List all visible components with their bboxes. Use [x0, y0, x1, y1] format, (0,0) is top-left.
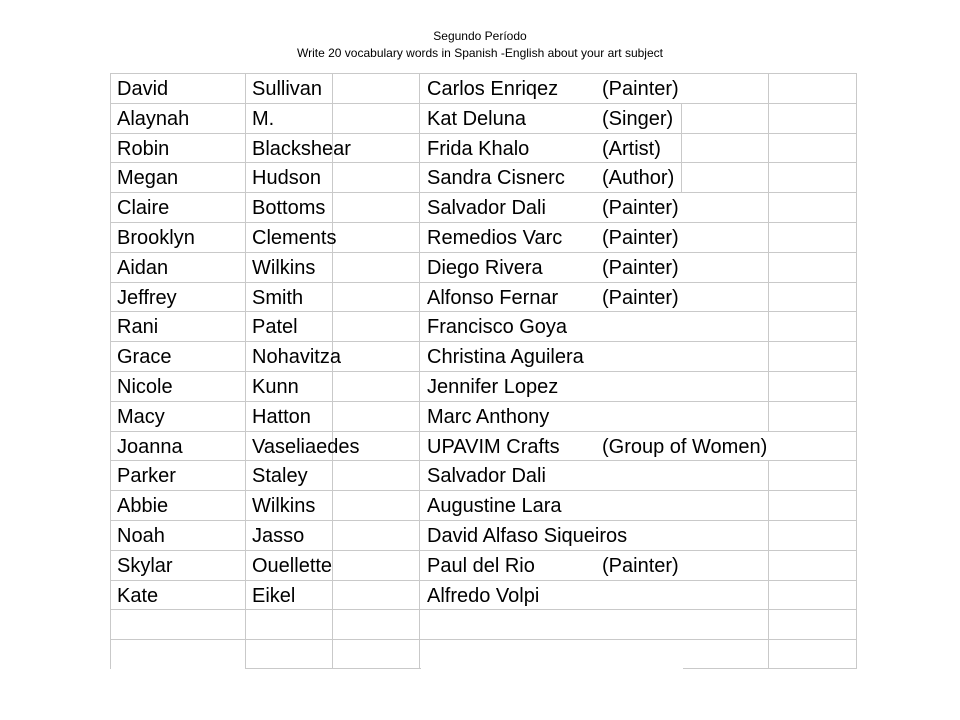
table-row: [110, 371, 857, 401]
student-last-name: M.: [252, 107, 275, 130]
table-row: [110, 311, 857, 341]
student-first-name: Joanna: [111, 432, 245, 461]
table-row: [110, 73, 857, 103]
student-first-name: Noah: [111, 521, 245, 550]
student-first-name: Alaynah: [111, 104, 245, 133]
artist-role: (Singer): [596, 104, 677, 133]
student-last-name: Nohavitza: [252, 346, 341, 369]
student-last-name: Smith: [252, 286, 304, 309]
artist-name: David Alfaso Siqueiros: [421, 521, 683, 550]
student-last-name: [246, 640, 418, 669]
student-first-name: [111, 610, 245, 639]
period-title: Segundo Período: [433, 29, 527, 43]
table-row: [110, 133, 857, 163]
student-artist-table: [110, 73, 857, 669]
student-last-name: Clements: [252, 227, 337, 249]
artist-name: Salvador Dali: [421, 193, 595, 222]
artist-role: (Painter): [596, 223, 683, 252]
assignment-instruction: Write 20 vocabulary words in Spanish -English about your art subject: [297, 46, 663, 60]
student-first-name: Skylar: [111, 551, 245, 580]
artist-name: Augustine Lara: [421, 491, 683, 520]
student-last-name: Sullivan: [252, 78, 323, 100]
student-first-name: Rani: [111, 312, 245, 341]
artist-role: (Artist): [596, 134, 665, 163]
table-row: [110, 609, 857, 639]
student-first-name: Abbie: [111, 491, 245, 520]
table-row: [110, 341, 857, 371]
artist-name: Diego Rivera: [421, 253, 595, 282]
table-row: [110, 639, 857, 669]
artist-name: Alfonso Fernar: [421, 283, 595, 312]
page-header: [0, 28, 960, 62]
student-last-name: Vaseliaedes: [252, 435, 360, 458]
student-last-name: [246, 610, 418, 639]
artist-name: Carlos Enriqez: [421, 74, 595, 103]
artist-name: Remedios Varc: [421, 223, 595, 252]
artist-name: Frida Khalo: [421, 134, 595, 163]
student-last-name: Patel: [252, 316, 298, 339]
artist-name: UPAVIM Crafts: [421, 432, 595, 461]
table-row: [110, 490, 857, 520]
table-row: [110, 520, 857, 550]
artist-name: [421, 610, 683, 639]
artist-name: Jennifer Lopez: [421, 372, 683, 401]
student-last-name: Blackshear: [252, 137, 351, 160]
student-first-name: Grace: [111, 342, 245, 371]
student-first-name: Brooklyn: [111, 223, 245, 252]
artist-name: Alfredo Volpi: [421, 581, 683, 610]
student-last-name: Kunn: [252, 376, 299, 398]
table-row: [110, 103, 857, 133]
table-row: [110, 580, 857, 610]
table-row: [110, 431, 857, 461]
student-first-name: [111, 640, 245, 669]
artist-role: (Author): [596, 163, 678, 192]
student-last-name: Ouellette: [252, 554, 333, 577]
table-row: [110, 460, 857, 490]
artist-name: Kat Deluna: [421, 104, 595, 133]
table-row: [110, 162, 857, 192]
artist-name: Paul del Rio: [421, 551, 595, 580]
artist-role: (Painter): [596, 193, 683, 222]
student-last-name: Wilkins: [252, 495, 316, 518]
student-first-name: Robin: [111, 134, 245, 163]
student-first-name: Macy: [111, 402, 245, 431]
student-first-name: Kate: [111, 581, 245, 610]
student-first-name: Jeffrey: [111, 283, 245, 312]
artist-name: Christina Aguilera: [421, 342, 683, 371]
student-first-name: Claire: [111, 193, 245, 222]
table-row: [110, 222, 857, 252]
student-first-name: Nicole: [111, 372, 245, 401]
artist-role: (Painter): [596, 283, 683, 312]
student-first-name: Megan: [111, 163, 245, 192]
student-last-name: Wilkins: [252, 256, 316, 279]
table-row: [110, 550, 857, 580]
student-last-name: Bottoms: [252, 197, 326, 220]
student-last-name: Hudson: [252, 167, 321, 190]
table-row: [110, 252, 857, 282]
artist-name: Marc Anthony: [421, 402, 683, 431]
artist-name: Salvador Dali: [421, 461, 683, 490]
artist-name: [421, 640, 683, 669]
student-last-name: Jasso: [252, 525, 305, 547]
student-last-name: Staley: [252, 465, 308, 488]
student-last-name: Eikel: [252, 584, 296, 607]
student-last-name: Hatton: [252, 405, 311, 428]
artist-role: (Group of Women): [596, 432, 771, 461]
student-first-name: David: [111, 74, 245, 103]
table-row: [110, 282, 857, 312]
artist-role: (Painter): [596, 253, 683, 282]
student-first-name: Parker: [111, 461, 245, 490]
table-row: [110, 401, 857, 431]
artist-role: (Painter): [596, 74, 683, 103]
artist-name: Francisco Goya: [421, 312, 683, 341]
table-row: [110, 192, 857, 222]
artist-name: Sandra Cisnerc: [421, 163, 595, 192]
student-first-name: Aidan: [111, 253, 245, 282]
artist-role: (Painter): [596, 551, 683, 580]
